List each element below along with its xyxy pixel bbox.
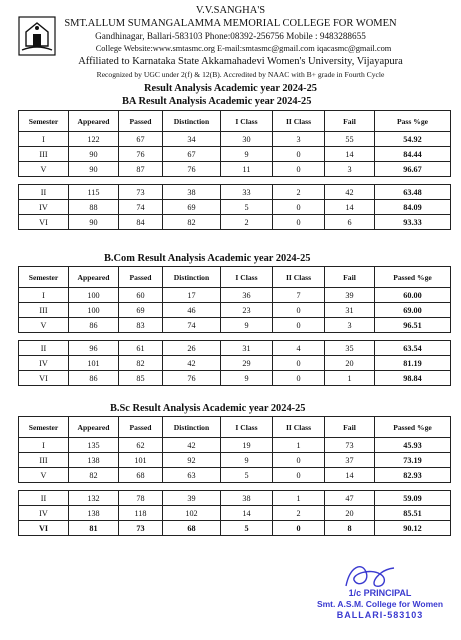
ba-result-table	[18, 110, 451, 230]
table-cell: 5	[221, 468, 273, 483]
table-cell: 54.92	[375, 132, 451, 147]
table-cell: 101	[119, 453, 163, 468]
table-cell: 23	[221, 303, 273, 318]
stamp-line-2: Smt. A.S.M. College for Women	[316, 599, 444, 609]
table-cell: 100	[69, 288, 119, 303]
table-cell: 73.19	[375, 453, 451, 468]
table-cell: 14	[325, 147, 375, 162]
column-header: Passed	[119, 267, 163, 288]
column-header: I Class	[221, 267, 273, 288]
column-header: Semester	[19, 417, 69, 438]
table-cell: 132	[69, 491, 119, 506]
table-spacer-row	[19, 483, 451, 491]
table-cell: 0	[273, 162, 325, 177]
table-cell: 74	[119, 200, 163, 215]
table-cell: 73	[325, 438, 375, 453]
table-cell: 69	[163, 200, 221, 215]
table-cell: I	[19, 132, 69, 147]
stamp-line-1: 1/c PRINCIPAL	[348, 588, 412, 598]
bsc-table-title: B.Sc Result Analysis Academic year 2024-25	[110, 403, 306, 414]
table-cell: IV	[19, 506, 69, 521]
table-cell: 81.19	[375, 356, 451, 371]
table-cell: 42	[163, 438, 221, 453]
table-cell: 90	[69, 215, 119, 230]
table-cell: 101	[69, 356, 119, 371]
table-cell: 61	[119, 341, 163, 356]
affiliation: Affiliated to Karnataka State Akkamahadevi Women's University, Vijayapura	[78, 56, 403, 67]
table-cell: 73	[119, 185, 163, 200]
table-cell: 96.51	[375, 318, 451, 333]
table-cell: 2	[221, 215, 273, 230]
table-row	[19, 132, 451, 147]
table-cell: 76	[119, 147, 163, 162]
table-cell: 14	[325, 200, 375, 215]
table-cell: II	[19, 341, 69, 356]
column-header: Pass %ge	[375, 111, 451, 132]
bcom-result-table	[18, 266, 451, 386]
table-header-row	[19, 111, 451, 132]
bsc-result-table	[18, 416, 451, 536]
table-cell: III	[19, 303, 69, 318]
table-cell: 92	[163, 453, 221, 468]
table-cell: 60	[119, 288, 163, 303]
column-header: Passed	[119, 111, 163, 132]
table-cell: 69.00	[375, 303, 451, 318]
table-cell: 2	[273, 185, 325, 200]
table-cell: 46	[163, 303, 221, 318]
table-spacer-row	[19, 333, 451, 341]
table-header-row	[19, 267, 451, 288]
table-cell: VI	[19, 521, 69, 536]
table-cell: 38	[221, 491, 273, 506]
table-row	[19, 506, 451, 521]
table-cell: 82	[69, 468, 119, 483]
table-cell: 33	[221, 185, 273, 200]
table-cell: 90.12	[375, 521, 451, 536]
table-cell: VI	[19, 215, 69, 230]
table-cell: 82.93	[375, 468, 451, 483]
table-cell: 0	[273, 468, 325, 483]
column-header: Fail	[325, 267, 375, 288]
column-header: Appeared	[69, 417, 119, 438]
table-cell: 81	[69, 521, 119, 536]
table-cell: 74	[163, 318, 221, 333]
table-row	[19, 318, 451, 333]
column-header: Passed %ge	[375, 267, 451, 288]
table-cell: 26	[163, 341, 221, 356]
column-header: Passed %ge	[375, 417, 451, 438]
table-cell: 60.00	[375, 288, 451, 303]
table-row	[19, 303, 451, 318]
table-cell: 115	[69, 185, 119, 200]
table-cell: 9	[221, 147, 273, 162]
organization-name: V.V.SANGHA'S	[195, 5, 266, 16]
table-cell: 69	[119, 303, 163, 318]
table-cell: 31	[221, 341, 273, 356]
table-cell: 122	[69, 132, 119, 147]
table-cell: 20	[325, 356, 375, 371]
accreditation: Recognized by UGC under 2(f) & 12(B). Accredited by NAAC with B+ grade in Fourth Cycle	[96, 70, 385, 79]
column-header: Appeared	[69, 267, 119, 288]
table-cell: 0	[273, 371, 325, 386]
table-cell: 17	[163, 288, 221, 303]
table-cell: 1	[325, 371, 375, 386]
table-cell: 35	[325, 341, 375, 356]
table-cell: 84.44	[375, 147, 451, 162]
table-cell: 84	[119, 215, 163, 230]
table-cell: 38	[163, 185, 221, 200]
column-header: Fail	[325, 111, 375, 132]
table-cell: 86	[69, 371, 119, 386]
table-row	[19, 147, 451, 162]
table-cell: 138	[69, 453, 119, 468]
table-cell: 3	[325, 162, 375, 177]
table-row	[19, 162, 451, 177]
table-cell: VI	[19, 371, 69, 386]
table-cell: 118	[119, 506, 163, 521]
column-header: Distinction	[163, 111, 221, 132]
table-cell: 68	[163, 521, 221, 536]
column-header: Appeared	[69, 111, 119, 132]
table-cell: 3	[325, 318, 375, 333]
table-cell: 1	[273, 438, 325, 453]
column-header: II Class	[273, 111, 325, 132]
table-cell: 0	[273, 453, 325, 468]
page-title: Result Analysis Academic year 2024-25	[144, 83, 317, 94]
table-cell: 47	[325, 491, 375, 506]
table-cell: 11	[221, 162, 273, 177]
table-cell: 42	[325, 185, 375, 200]
table-cell: 88	[69, 200, 119, 215]
table-cell: 85.51	[375, 506, 451, 521]
table-cell: 2	[273, 506, 325, 521]
table-cell: 102	[163, 506, 221, 521]
column-header: I Class	[221, 417, 273, 438]
table-cell: 9	[221, 453, 273, 468]
table-cell: 63.54	[375, 341, 451, 356]
table-cell: 6	[325, 215, 375, 230]
table-cell: 93.33	[375, 215, 451, 230]
column-header: Semester	[19, 267, 69, 288]
table-cell: 86	[69, 318, 119, 333]
table-cell: V	[19, 318, 69, 333]
table-cell: 84.09	[375, 200, 451, 215]
table-cell: 4	[273, 341, 325, 356]
table-cell: 19	[221, 438, 273, 453]
table-cell: 9	[221, 318, 273, 333]
table-cell: 37	[325, 453, 375, 468]
table-cell: 82	[163, 215, 221, 230]
table-cell: 138	[69, 506, 119, 521]
table-cell: 76	[163, 371, 221, 386]
table-cell: IV	[19, 200, 69, 215]
table-cell: 83	[119, 318, 163, 333]
table-cell: 100	[69, 303, 119, 318]
table-cell: 0	[273, 200, 325, 215]
table-cell: 96	[69, 341, 119, 356]
table-cell: 67	[163, 147, 221, 162]
table-cell: 87	[119, 162, 163, 177]
principal-stamp	[300, 588, 460, 621]
table-cell: 59.09	[375, 491, 451, 506]
table-cell: V	[19, 468, 69, 483]
table-spacer-row	[19, 177, 451, 185]
table-row	[19, 185, 451, 200]
table-row	[19, 215, 451, 230]
column-header: Distinction	[163, 267, 221, 288]
table-cell: 14	[221, 506, 273, 521]
table-cell: 42	[163, 356, 221, 371]
table-row	[19, 453, 451, 468]
table-header-row	[19, 417, 451, 438]
table-cell: 68	[119, 468, 163, 483]
table-cell: 90	[69, 147, 119, 162]
bcom-table-title: B.Com Result Analysis Academic year 2024-25	[104, 253, 311, 264]
table-cell: V	[19, 162, 69, 177]
stamp-line-3: BALLARI-583103	[336, 610, 424, 620]
college-address: Gandhinagar, Ballari-583103 Phone:08392-256756 Mobile : 9483288655	[95, 31, 366, 41]
table-cell: 7	[273, 288, 325, 303]
table-cell: 3	[273, 132, 325, 147]
column-header: I Class	[221, 111, 273, 132]
table-cell: 63	[163, 468, 221, 483]
table-row	[19, 341, 451, 356]
table-cell: 0	[273, 356, 325, 371]
table-cell: 5	[221, 521, 273, 536]
table-cell: 0	[273, 147, 325, 162]
column-header: Fail	[325, 417, 375, 438]
table-row	[19, 356, 451, 371]
table-cell: 67	[119, 132, 163, 147]
table-cell: 0	[273, 215, 325, 230]
column-header: II Class	[273, 417, 325, 438]
table-cell: 62	[119, 438, 163, 453]
table-cell: 135	[69, 438, 119, 453]
table-cell: 96.67	[375, 162, 451, 177]
table-cell: 55	[325, 132, 375, 147]
table-cell: 63.48	[375, 185, 451, 200]
table-row	[19, 491, 451, 506]
college-contact: College Website:www.smtasmc.org E-mail:smtasmc@gmail.com iqacasmc@gmail.com	[95, 44, 392, 53]
table-cell: 20	[325, 506, 375, 521]
table-cell: 34	[163, 132, 221, 147]
table-cell: 73	[119, 521, 163, 536]
table-row	[19, 438, 451, 453]
table-cell: 29	[221, 356, 273, 371]
table-cell: 98.84	[375, 371, 451, 386]
table-row	[19, 371, 451, 386]
table-row	[19, 200, 451, 215]
table-cell: 39	[163, 491, 221, 506]
table-row	[19, 468, 451, 483]
table-cell: 31	[325, 303, 375, 318]
ba-table-title: BA Result Analysis Academic year 2024-25	[122, 96, 312, 107]
table-cell: III	[19, 147, 69, 162]
table-cell: 5	[221, 200, 273, 215]
table-row	[19, 288, 451, 303]
table-cell: 8	[325, 521, 375, 536]
table-cell: 9	[221, 371, 273, 386]
table-cell: 45.93	[375, 438, 451, 453]
table-cell: 85	[119, 371, 163, 386]
table-cell: 0	[273, 521, 325, 536]
table-cell: 78	[119, 491, 163, 506]
table-cell: IV	[19, 356, 69, 371]
table-cell: 0	[273, 318, 325, 333]
table-cell: 39	[325, 288, 375, 303]
column-header: Semester	[19, 111, 69, 132]
college-name: SMT.ALLUM SUMANGALAMMA MEMORIAL COLLEGE FOR WOMEN	[64, 18, 397, 29]
table-cell: III	[19, 453, 69, 468]
table-cell: I	[19, 288, 69, 303]
table-cell: 1	[273, 491, 325, 506]
table-cell: 90	[69, 162, 119, 177]
table-cell: 76	[163, 162, 221, 177]
column-header: Passed	[119, 417, 163, 438]
table-cell: 14	[325, 468, 375, 483]
column-header: II Class	[273, 267, 325, 288]
table-cell: II	[19, 491, 69, 506]
column-header: Distinction	[163, 417, 221, 438]
table-cell: II	[19, 185, 69, 200]
table-cell: I	[19, 438, 69, 453]
table-cell: 36	[221, 288, 273, 303]
table-row	[19, 521, 451, 536]
table-cell: 30	[221, 132, 273, 147]
table-cell: 0	[273, 303, 325, 318]
table-cell: 82	[119, 356, 163, 371]
